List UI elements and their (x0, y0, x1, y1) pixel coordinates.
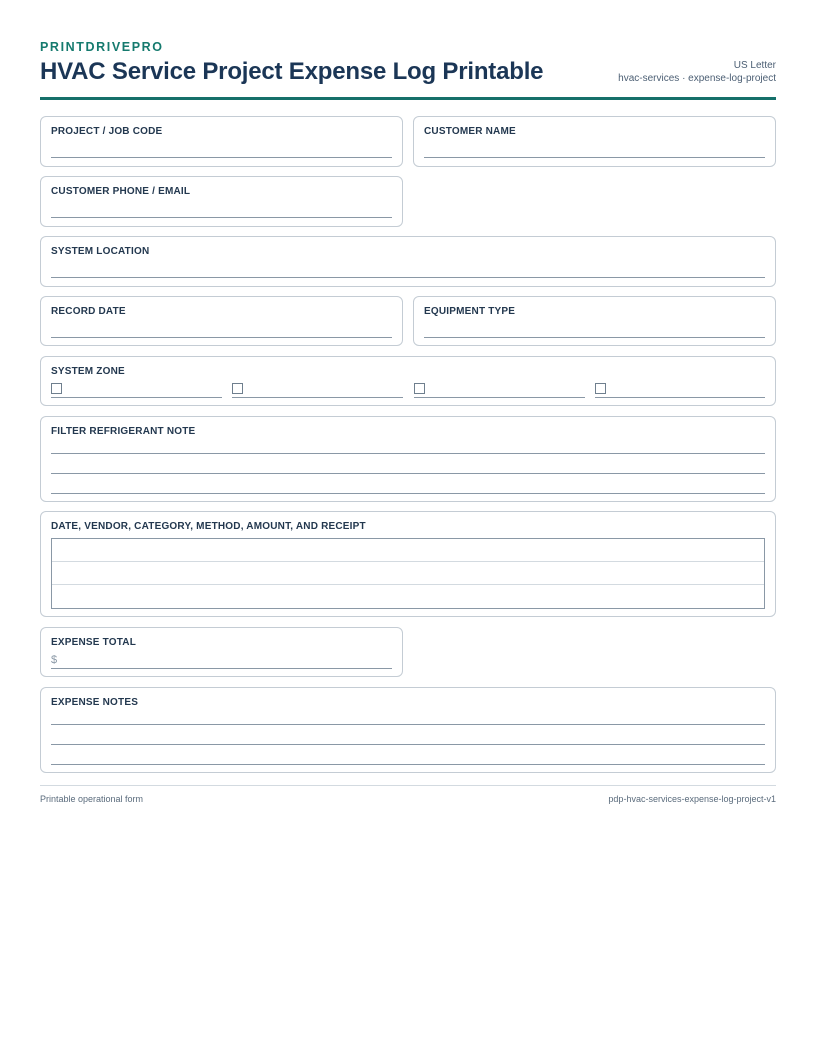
expense-table-section (40, 511, 776, 617)
customer-contact-label: CUSTOMER PHONE / EMAIL (51, 186, 191, 197)
option-write-line (232, 397, 403, 398)
currency-symbol: $ (51, 654, 58, 666)
expense-total-input-line[interactable] (51, 668, 392, 669)
customer-name-field[interactable] (413, 116, 776, 167)
document-meta (618, 59, 776, 85)
project-job-code-label: PROJECT / JOB CODE (51, 126, 163, 137)
table-row[interactable] (52, 539, 764, 562)
system-zone-option-4[interactable] (595, 383, 765, 398)
project-job-code-field[interactable] (40, 116, 403, 167)
checkbox-icon[interactable] (51, 383, 62, 394)
customer-name-input-line[interactable] (424, 157, 765, 158)
category-path: hvac-services · expense-log-project (618, 73, 776, 84)
page-title: HVAC Service Project Expense Log Printable (40, 58, 544, 85)
option-write-line (595, 397, 765, 398)
note-line-3[interactable] (51, 493, 765, 494)
customer-contact-field[interactable] (40, 176, 403, 227)
customer-name-label: CUSTOMER NAME (424, 126, 516, 137)
expense-notes-line-3[interactable] (51, 764, 765, 765)
customer-contact-input-line[interactable] (51, 217, 392, 218)
header-divider (40, 97, 776, 100)
note-line-1[interactable] (51, 453, 765, 454)
expense-notes-line-2[interactable] (51, 744, 765, 745)
project-job-code-input-line[interactable] (51, 157, 392, 158)
option-write-line (51, 397, 222, 398)
checkbox-icon[interactable] (232, 383, 243, 394)
filter-refrigerant-note-label: FILTER REFRIGERANT NOTE (51, 426, 196, 437)
expense-total-field[interactable] (40, 627, 403, 677)
system-zone-option-2[interactable] (232, 383, 403, 398)
system-zone-option-1[interactable] (51, 383, 222, 398)
system-zone-field (40, 356, 776, 406)
note-line-2[interactable] (51, 473, 765, 474)
expense-table (51, 538, 765, 609)
option-write-line (414, 397, 585, 398)
checkbox-icon[interactable] (595, 383, 606, 394)
filter-refrigerant-note-field[interactable] (40, 416, 776, 502)
checkbox-icon[interactable] (414, 383, 425, 394)
system-zone-option-3[interactable] (414, 383, 585, 398)
expense-total-label: EXPENSE TOTAL (51, 637, 137, 648)
table-row[interactable] (52, 585, 764, 608)
equipment-type-field[interactable] (413, 296, 776, 346)
record-date-input-line[interactable] (51, 337, 392, 338)
form-id: pdp-hvac-services-expense-log-project-v1 (608, 794, 776, 804)
paper-size: US Letter (733, 60, 776, 71)
table-row[interactable] (52, 562, 764, 585)
record-date-label: RECORD DATE (51, 306, 126, 317)
equipment-type-label: EQUIPMENT TYPE (424, 306, 516, 317)
system-zone-label: SYSTEM ZONE (51, 366, 125, 377)
expense-notes-field[interactable] (40, 687, 776, 773)
equipment-type-input-line[interactable] (424, 337, 765, 338)
expense-notes-line-1[interactable] (51, 724, 765, 725)
expense-table-label: DATE, VENDOR, CATEGORY, METHOD, AMOUNT, AND RECEIPT (51, 521, 366, 532)
system-location-field[interactable] (40, 236, 776, 287)
brand-name: PRINTDRIVEPRO (40, 40, 164, 54)
expense-notes-label: EXPENSE NOTES (51, 697, 139, 708)
system-location-label: SYSTEM LOCATION (51, 246, 150, 257)
record-date-field[interactable] (40, 296, 403, 346)
footer-divider (40, 785, 776, 786)
system-location-input-line[interactable] (51, 277, 765, 278)
footer-description: Printable operational form (40, 794, 144, 804)
